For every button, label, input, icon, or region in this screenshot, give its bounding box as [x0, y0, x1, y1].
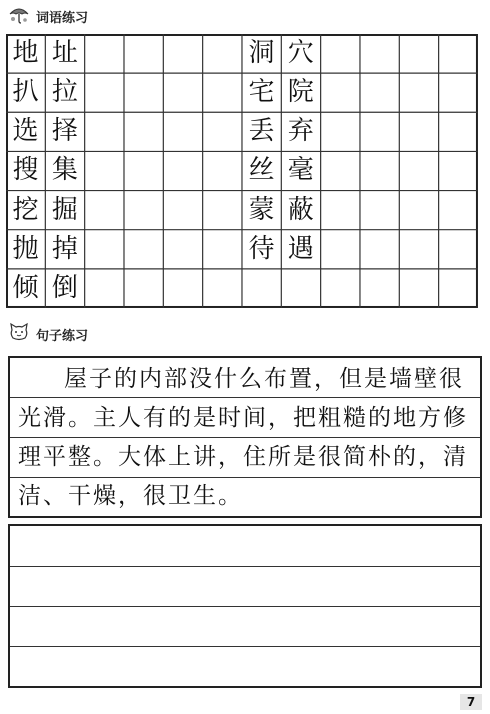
ruled-line	[10, 566, 480, 567]
left-grid-character: 拉	[51, 77, 78, 108]
left-grid-character: 倒	[51, 272, 78, 303]
sentence-box	[8, 356, 482, 518]
right-grid-character: 弃	[287, 116, 314, 147]
left-grid-character: 掉	[51, 233, 78, 264]
right-grid-character: 丝	[248, 155, 275, 186]
word-practice-header	[8, 4, 88, 28]
right-grid-character: 蔽	[287, 194, 314, 225]
sentence-practice-header	[8, 322, 88, 346]
left-grid-character: 掘	[51, 194, 78, 225]
writing-box	[8, 524, 482, 688]
left-grid-character: 择	[51, 116, 78, 147]
ruled-line	[10, 646, 480, 647]
left-grid-character: 搜	[12, 155, 39, 186]
right-grid-character: 待	[248, 233, 275, 264]
right-grid-character: 院	[287, 77, 314, 108]
sentence-text: 屋子的内部没什么布置，但是墙壁很光滑。主人有的是时间，把粗糙的地方修理平整。大体上讲，住所是很简朴的，清洁、干燥，很卫生。	[18, 366, 468, 509]
left-grid-character: 倾	[12, 272, 39, 303]
left-grid-character: 抛	[12, 233, 39, 264]
left-grid-character: 扒	[12, 77, 39, 108]
umbrella-icon	[8, 4, 30, 28]
right-grid-character: 洞	[248, 38, 275, 68]
right-grid-character: 穴	[287, 38, 314, 68]
right-grid-character: 蒙	[248, 194, 275, 225]
left-grid-character: 地	[12, 38, 39, 68]
left-grid-character: 挖	[12, 194, 39, 225]
left-grid-character: 址	[51, 38, 78, 68]
right-grid-character: 遇	[287, 233, 314, 264]
sentence-practice-title: 句子练习	[36, 328, 89, 344]
left-grid-character: 集	[51, 155, 78, 186]
ruled-line	[10, 606, 480, 607]
right-grid-character: 丢	[248, 116, 275, 147]
character-practice-grid	[6, 34, 478, 308]
right-grid-character: 宅	[248, 77, 275, 108]
page-number: 7	[460, 694, 482, 710]
right-grid-character: 毫	[287, 155, 314, 186]
word-practice-title: 词语练习	[36, 10, 89, 26]
cat-face-icon	[8, 322, 30, 346]
left-grid-character: 选	[12, 116, 39, 147]
